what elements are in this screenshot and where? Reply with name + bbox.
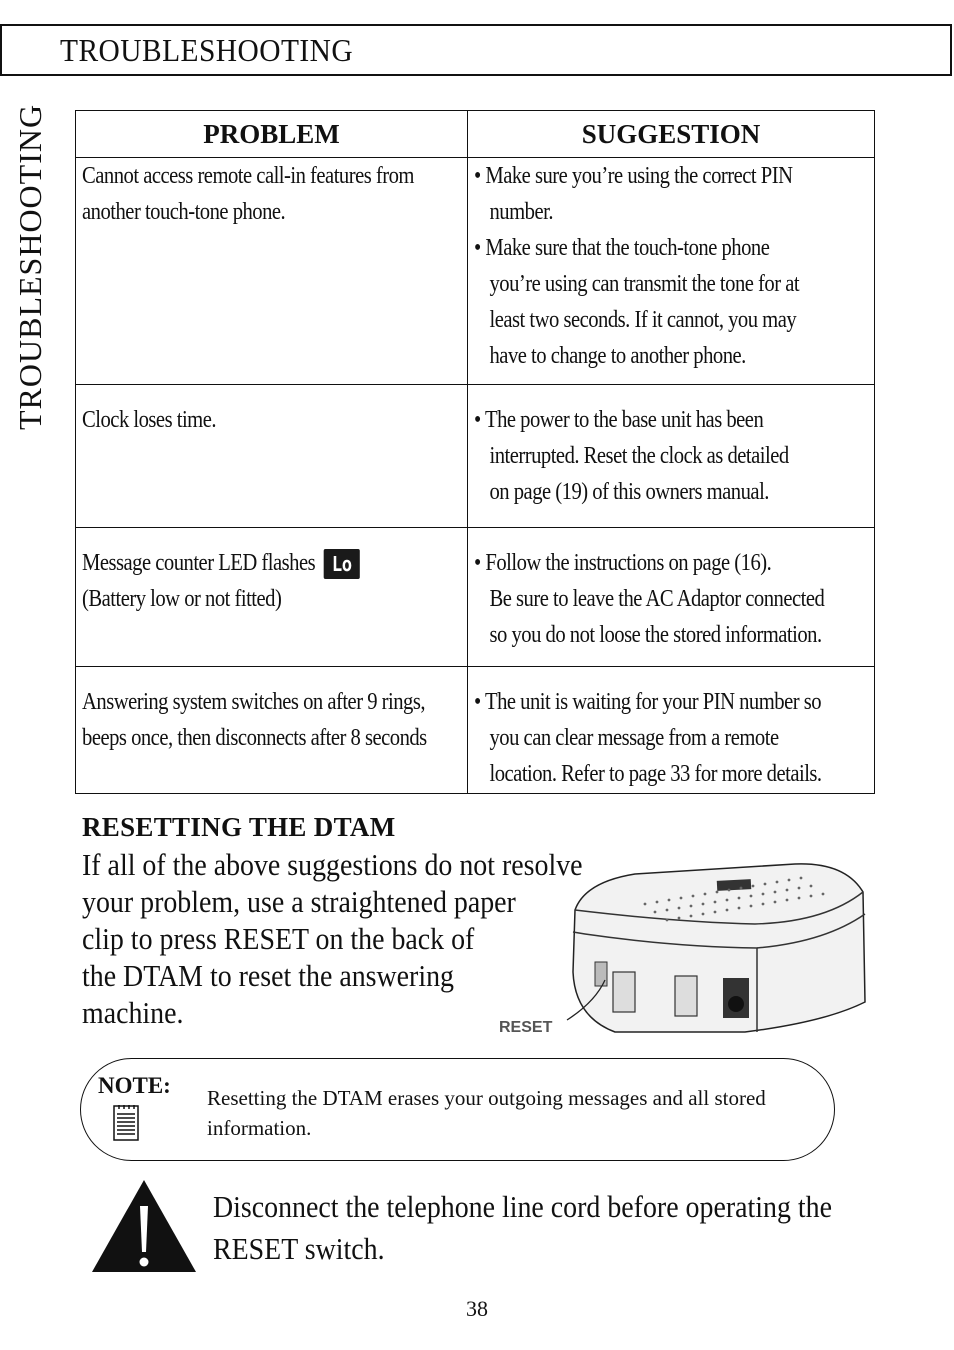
suggestion-cell	[468, 385, 875, 528]
suggestion-text: Be sure to leave the AC Adaptor connected	[489, 586, 825, 612]
warning-triangle-icon	[90, 1178, 198, 1274]
suggestion-text: location. Refer to page 33 for more details.	[489, 761, 822, 787]
suggestion-text: you’re using can transmit the tone for at	[489, 271, 800, 297]
note-line: Resetting the DTAM erases your outgoing messages and all stored	[207, 1086, 766, 1110]
column-header-problem: PROBLEM	[76, 111, 468, 158]
problem-cell	[76, 667, 468, 794]
suggestion-text: • The unit is waiting for your PIN number so	[474, 689, 822, 715]
problem-text: Cannot access remote call-in features from	[82, 163, 414, 189]
reset-line: clip to press RESET on the back of	[82, 921, 475, 956]
notepad-icon	[113, 1105, 139, 1141]
suggestion-text: • Make sure that the touch-tone phone	[474, 235, 770, 261]
problem-text: Message counter LED flashes	[82, 550, 316, 576]
suggestion-text: • The power to the base unit has been	[474, 407, 764, 433]
suggestion-cell	[468, 158, 875, 385]
suggestion-text: interrupted. Reset the clock as detailed	[489, 443, 789, 469]
suggestion-text: number.	[489, 199, 553, 225]
suggestion-text: have to change to another phone.	[489, 343, 746, 369]
suggestion-text: • Make sure you’re using the correct PIN	[474, 163, 793, 189]
problem-text: Clock loses time.	[82, 407, 217, 433]
table-row	[76, 528, 875, 667]
table-row	[76, 385, 875, 528]
suggestion-text: least two seconds. If it cannot, you may	[489, 307, 797, 333]
suggestion-text: on page (19) of this owners manual.	[489, 479, 769, 505]
note-text	[207, 1083, 817, 1143]
lo-display-icon: Lo	[324, 549, 360, 579]
header-bar	[0, 24, 952, 76]
problem-cell	[76, 385, 468, 528]
warning-line: RESET switch.	[213, 1231, 385, 1266]
reset-label: RESET	[499, 1019, 553, 1036]
side-section-title: TROUBLESHOOTING	[12, 103, 48, 430]
problem-text: (Battery low or not fitted)	[82, 586, 282, 612]
page-title: TROUBLESHOOTING	[60, 32, 354, 68]
reset-line: If all of the above suggestions do not resolve	[82, 847, 583, 882]
note-line: information.	[207, 1116, 312, 1140]
table-header-row	[76, 111, 875, 158]
suggestion-text: • Follow the instructions on page (16).	[474, 550, 772, 576]
reset-line: the DTAM to reset the answering	[82, 958, 454, 993]
answering-machine-illustration	[495, 852, 870, 1042]
problem-text: another touch-tone phone.	[82, 199, 286, 225]
reset-line: your problem, use a straightened paper	[82, 884, 516, 919]
note-box	[80, 1058, 835, 1161]
suggestion-cell	[468, 667, 875, 794]
warning-line: Disconnect the telephone line cord before operating the	[213, 1189, 832, 1224]
problem-cell	[76, 158, 468, 385]
suggestion-text: so you do not loose the stored information.	[489, 622, 822, 648]
reset-line: machine.	[82, 995, 184, 1030]
note-label: NOTE:	[98, 1073, 171, 1098]
table-row	[76, 667, 875, 794]
table-row	[76, 158, 875, 385]
warning-text	[213, 1186, 843, 1270]
column-header-suggestion: SUGGESTION	[468, 111, 875, 158]
troubleshooting-table	[75, 110, 875, 794]
reset-section-heading: RESETTING THE DTAM	[82, 812, 396, 842]
problem-cell	[76, 528, 468, 667]
problem-text: Answering system switches on after 9 rings,	[82, 689, 425, 715]
suggestion-text: you can clear message from a remote	[489, 725, 779, 751]
suggestion-cell	[468, 528, 875, 667]
problem-text: beeps once, then disconnects after 8 seconds	[82, 725, 427, 751]
page-number: 38	[466, 1296, 488, 1321]
